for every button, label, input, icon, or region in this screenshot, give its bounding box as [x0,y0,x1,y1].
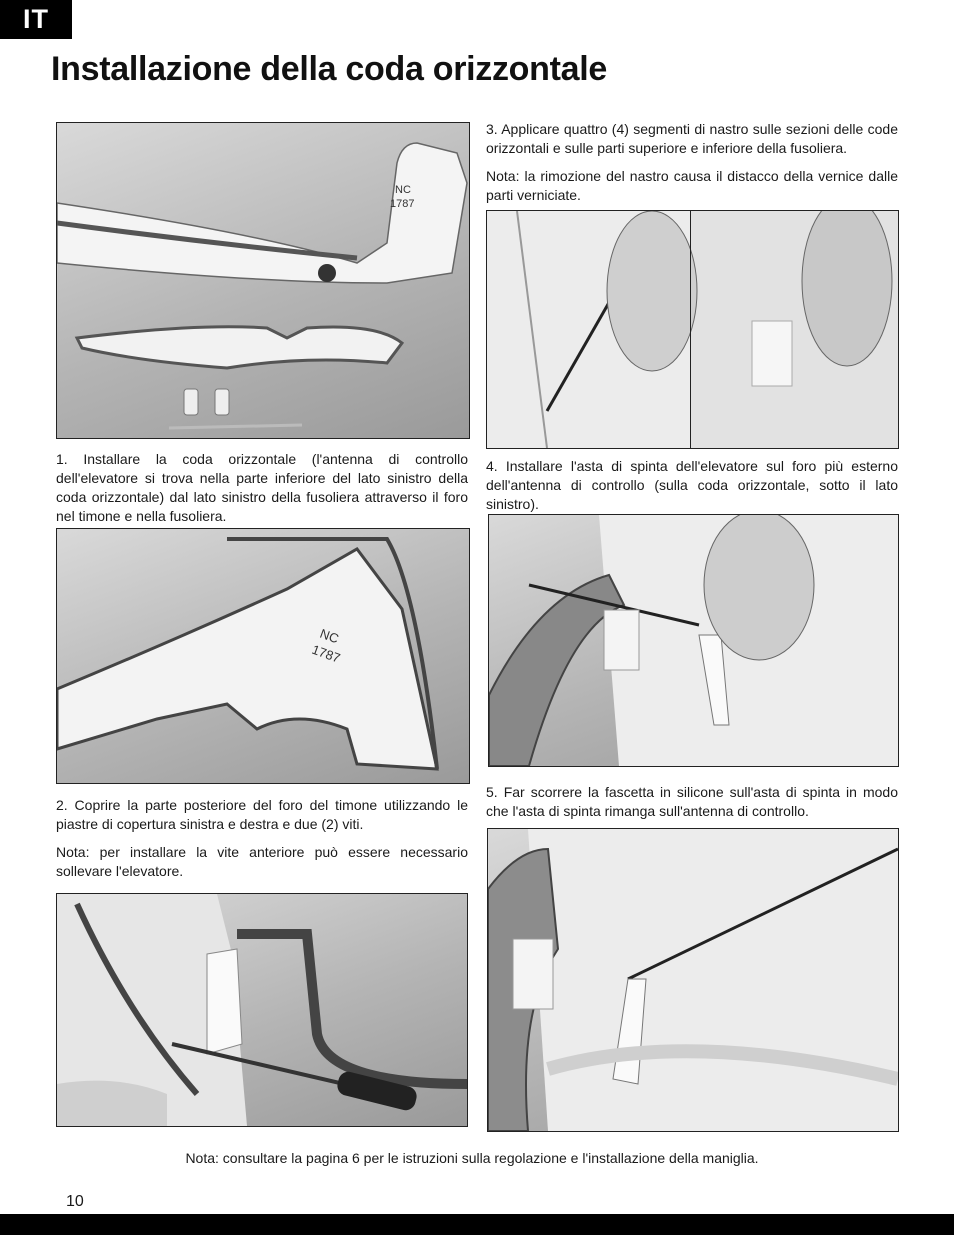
language-tab: IT [0,0,72,39]
footer-note: Nota: consultare la pagina 6 per le istruzioni sulla regolazione e l'installazione della maniglia. [185,1150,759,1166]
bottom-bar [0,1214,954,1235]
silicone-keeper-illustration [488,829,898,1131]
page-title: Installazione della coda orizzontale [51,50,607,88]
photo-step-3 [486,210,899,449]
photo-step-2 [56,893,468,1127]
screwdriver-cover-plate-illustration [57,894,467,1126]
stabilizer-fuselage-illustration [57,529,469,783]
photo-registration-number: 1787 [390,198,415,210]
pushrod-installation-illustration [489,515,898,766]
step-3-text: 3. Applicare quattro (4) segmenti di nastro sulle sezioni delle code orizzontali e sulle parti superiore e inferiore della fusoliera. [486,121,898,156]
airplane-tail-illustration [57,123,469,438]
step-1-text: 1. Installare la coda orizzontale (l'antenna di controllo dell'elevatore si trova nella parte inferiore del lato sinistro della coda orizzontale) dal lato sinistro della fusoliera attraverso il foro nel timone e nella fusoliera. [56,451,468,524]
step-2-note: Nota: per installare la vite anteriore può essere necessario sollevare l'elevatore. [56,844,468,879]
step-5-text: 5. Far scorrere la fascetta in silicone sull'asta di spinta in modo che l'asta di spinta rimanga sull'antenna di controllo. [486,784,898,819]
photo-step-5 [487,828,899,1132]
step-3-note: Nota: la rimozione del nastro causa il distacco della vernice dalle parti verniciate. [486,168,898,203]
step-2-text: 2. Coprire la parte posteriore del foro del timone utilizzando le piastre di copertura sinistra e destra e due (2) viti. [56,797,468,832]
tape-application-illustration [487,211,898,448]
page-number: 10 [66,1193,84,1210]
photo-step-1 [56,122,470,439]
photo-2-registration-label: NC [317,625,341,647]
photo-2-registration-number: 1787 [309,641,343,666]
photo-split-divider [690,211,691,448]
photo-step-4 [488,514,899,767]
photo-registration-label: NC [395,184,411,196]
step-4-text: 4. Installare l'asta di spinta dell'elevatore sul foro più esterno dell'antenna di controllo (sulla coda orizzontale, sotto il lato sinistro). [486,458,898,512]
photo-step-1b [56,528,470,784]
